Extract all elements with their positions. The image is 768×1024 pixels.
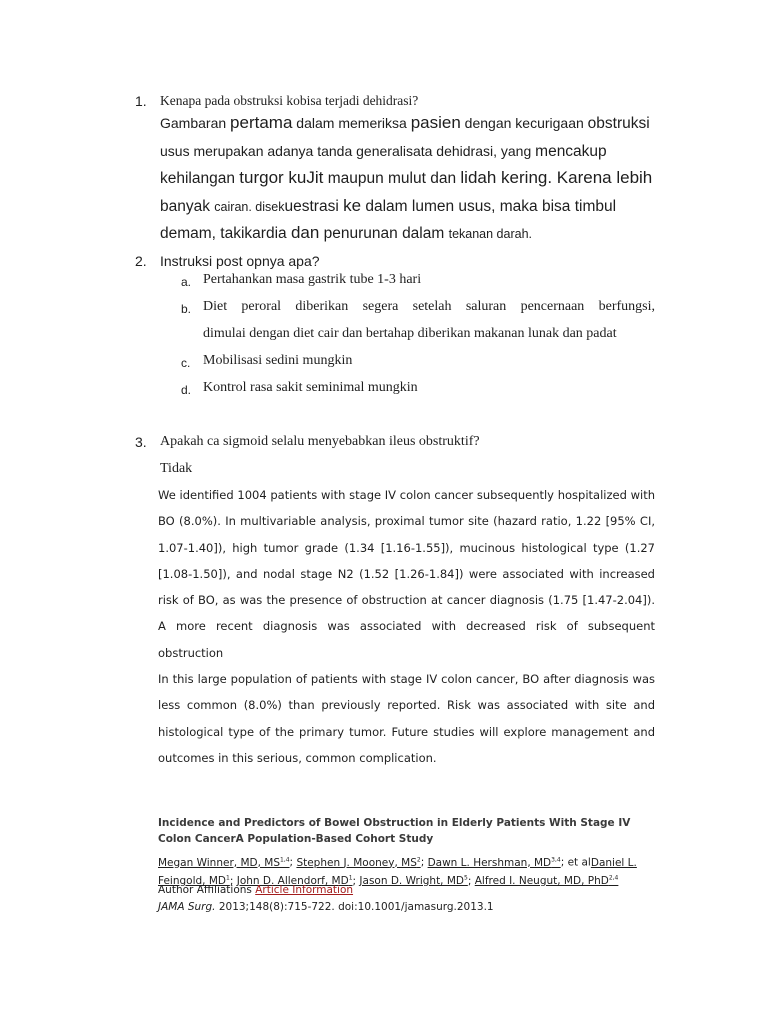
q1-answer-run: dengan kecurigaan bbox=[460, 115, 588, 131]
author-link[interactable]: John D. Allendorf, $MD^1$ bbox=[236, 874, 353, 887]
journal-details: 2013;148(8):715-722. doi:10.1001/jamasurg.2013.1 bbox=[215, 901, 494, 913]
citation-authors: Megan Winner, MD, MS$^{1,4}$; Stephen J. Mooney, $MS^2$; Dawn L. Hershman, MD$^{3,4}$; et alDaniel L. Feingold, $MD^1$; John D. Allendorf, $MD^1$; Jason D. Wright, $MD^5$; Alfred I. Neugut, MD, PhD$^{2,4}$ bbox=[158, 856, 637, 887]
q1-answer-run: uestrasi bbox=[284, 197, 344, 215]
q3-question: Apakah ca sigmoid selalu menyebabkan ileus obstruktif? bbox=[160, 434, 480, 449]
author-link[interactable]: Alfred I. Neugut, MD, PhD$^{2,4}$ bbox=[474, 874, 619, 887]
q1-answer-run: obstruksi bbox=[587, 115, 650, 132]
q1-number: 1. bbox=[135, 93, 147, 109]
q2-item-c-letter: c. bbox=[181, 356, 191, 370]
q1-question: Kenapa pada obstruksi kobisa terjadi dehidrasi? bbox=[160, 93, 419, 108]
q1-answer-run: Gambaran bbox=[160, 115, 231, 131]
q1-answer-run: dalam lumen usus, maka bisa timbul demam, takikardia bbox=[160, 197, 617, 242]
citation-journal bbox=[158, 901, 494, 913]
author-link[interactable]: Jason D. Wright, $MD^5$ bbox=[359, 874, 468, 887]
q1-answer bbox=[160, 110, 660, 248]
author-affiliations-label[interactable]: Author Affiliations bbox=[158, 884, 252, 896]
q1-answer-run: maupun mulut dan bbox=[323, 170, 461, 187]
et-al-label: et al bbox=[567, 856, 591, 869]
q2-number: 2. bbox=[135, 253, 147, 269]
q2-item-a: Pertahankan masa gastrik tube 1-3 hari bbox=[203, 272, 422, 287]
q2-item-b-line1: Diet peroral diberikan segera setelah saluran pencernaan berfungsi, bbox=[203, 299, 655, 314]
author-link[interactable]: Daniel L. Feingold, $MD^1$ bbox=[158, 856, 637, 887]
q2-item-d: Kontrol rasa sakit seminimal mungkin bbox=[203, 380, 418, 395]
q1-answer-run: turgor kuJit bbox=[239, 168, 324, 187]
author-link[interactable]: Megan Winner, MD, MS$^{1,4}$ bbox=[158, 856, 290, 869]
author-link[interactable]: Stephen J. Mooney, $MS^2$ bbox=[296, 856, 421, 869]
q2-item-c: Mobilisasi sedini mungkin bbox=[203, 353, 353, 368]
q3-conclusion-paragraph: In this large population of patients with stage IV colon cancer, BO after diagnosis was less common (8.0%) than previously reported. Risk was associated with site and histological type of the primary tumor. Future studies will explore management and outcomes in this serious, common complication. bbox=[158, 672, 655, 765]
author-link[interactable]: Dawn L. Hershman, MD$^{3,4}$ bbox=[427, 856, 561, 869]
citation-title: Incidence and Predictors of Bowel Obstruction in Elderly Patients With Stage IV Colon CancerA Population-Based Cohort Study bbox=[158, 817, 631, 845]
q2-item-d-letter: d. bbox=[181, 383, 192, 397]
q1-answer-run: dalam memeriksa bbox=[292, 115, 411, 131]
q1-answer-run: usus merupakan adanya tanda generalisata dehidrasi, yang bbox=[160, 142, 536, 159]
q1-answer-run: ke bbox=[343, 195, 362, 215]
q2-item-b-line2: dimulai dengan diet cair dan bertahap diberikan makanan lunak dan padat bbox=[203, 326, 617, 341]
q1-answer-run: cairan. disek bbox=[214, 199, 285, 214]
q3-results-paragraph: We identified 1004 patients with stage IV colon cancer subsequently hospitalized with BO (8.0%). In multivariable analysis, proximal tumor site (hazard ratio, 1.22 [95% CI, 1.07-1.40]), high tumor grade (1.34 [1.16-1.55]), mucinous histological type (1.27 [1.08-1.50]), and nodal stage N2 (1.52 [1.26-1.84]) were associated with increased risk of BO, as was the presence of obstruction at cancer diagnosis (1.75 [1.47-2.04]). A more recent diagnosis was associated with decreased risk of subsequent obstruction bbox=[158, 488, 655, 660]
q1-answer-run: penurunan dalam bbox=[319, 225, 449, 242]
q1-answer-run: tekanan darah. bbox=[448, 227, 532, 241]
q1-answer-run: pertama bbox=[230, 113, 293, 132]
q3-number: 3. bbox=[135, 434, 147, 450]
q2-item-b-letter: b. bbox=[181, 302, 192, 316]
q1-answer-run: banyak bbox=[160, 197, 215, 215]
q1-answer-run: kering. Karena bbox=[496, 168, 617, 187]
q2-question: Instruksi post opnya apa? bbox=[160, 253, 320, 269]
q2-item-a-letter: a. bbox=[181, 275, 192, 289]
q1-answer-run: lidah bbox=[460, 168, 497, 187]
q1-answer-run: dan bbox=[290, 223, 320, 242]
q1-answer-run: mencakup bbox=[535, 142, 607, 160]
q3-answer: Tidak bbox=[160, 461, 193, 476]
q1-answer-run: pasien bbox=[410, 113, 461, 132]
citation-affiliations bbox=[158, 884, 353, 896]
q1-answer-run: kehilangan bbox=[160, 170, 240, 187]
article-information-link[interactable]: Article Information bbox=[255, 884, 354, 896]
journal-name: JAMA Surg. bbox=[158, 901, 216, 913]
q1-answer-run: lebih bbox=[616, 168, 653, 187]
